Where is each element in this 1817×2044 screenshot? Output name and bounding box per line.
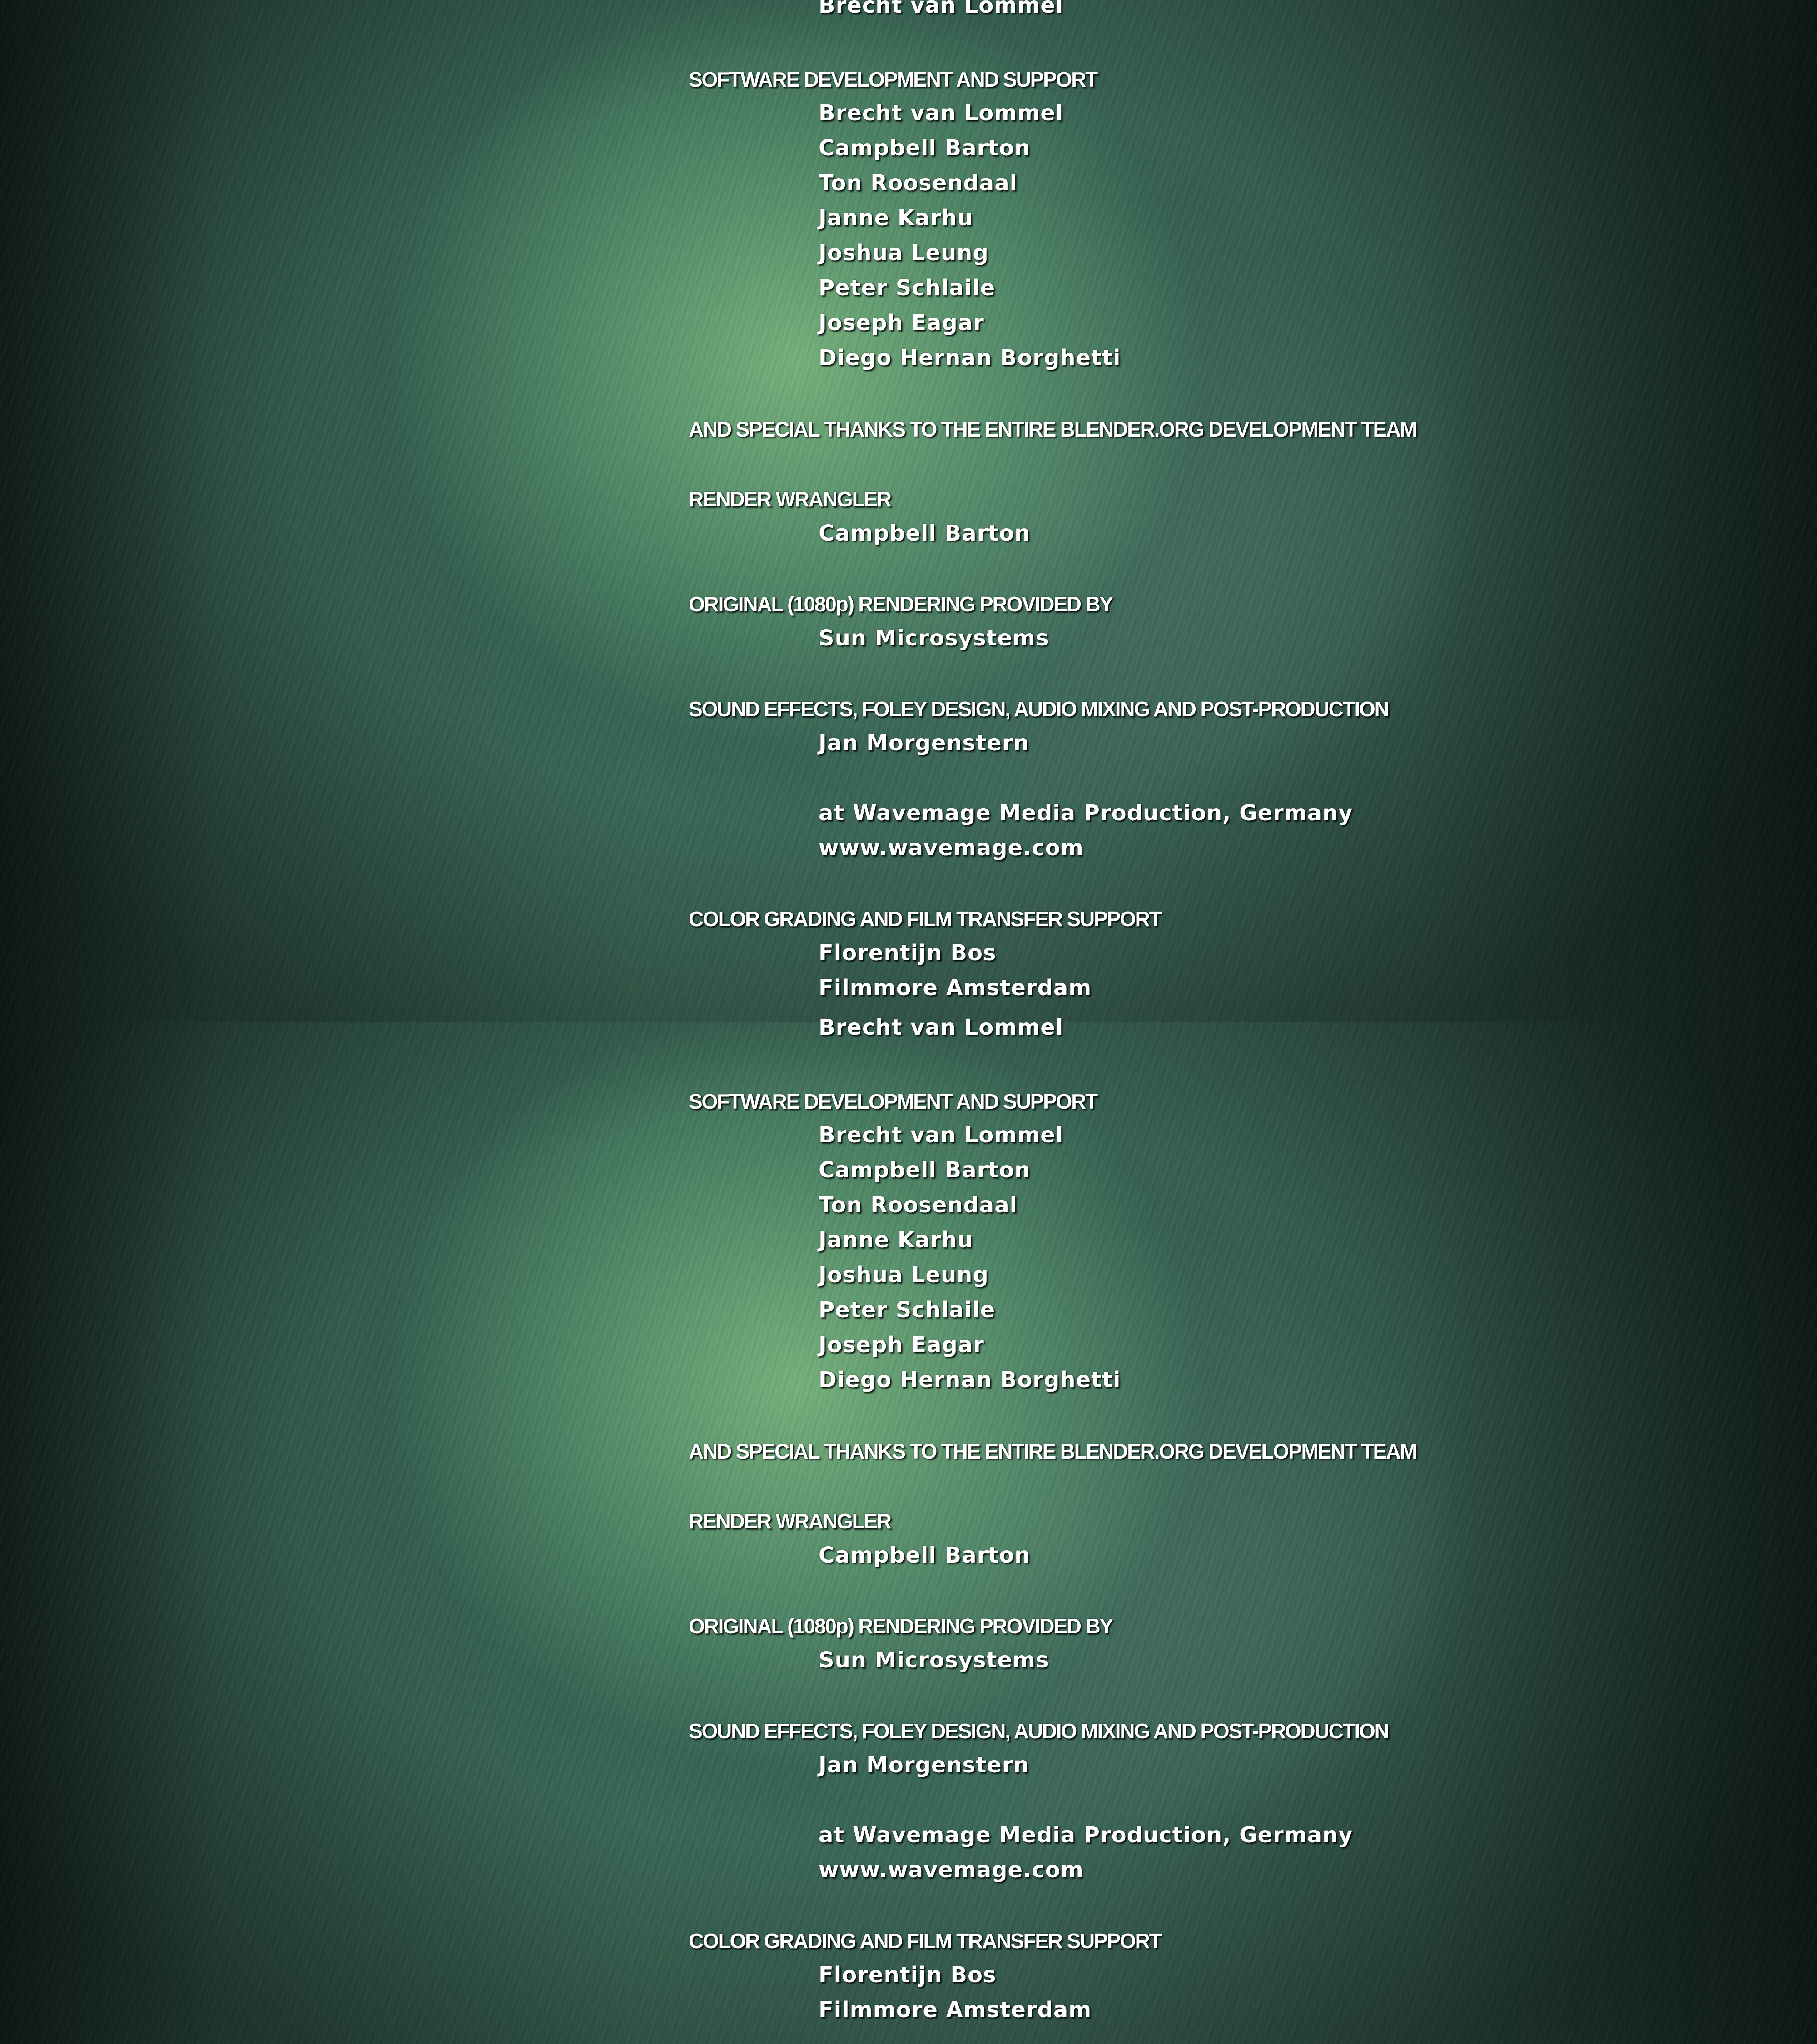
credit-name: Jan Morgenstern <box>819 730 1029 756</box>
credit-name: Peter Schlaile <box>819 275 995 301</box>
credit-name: Peter Schlaile <box>819 1297 995 1323</box>
credit-heading: AND SPECIAL THANKS TO THE ENTIRE BLENDER.ORG DEVELOPMENT TEAM <box>689 1439 1416 1464</box>
credit-heading: RENDER WRANGLER <box>689 1509 891 1533</box>
credit-name: Sun Microsystems <box>819 1647 1049 1673</box>
credit-name: Campbell Barton <box>819 521 1030 546</box>
credit-heading: AND SPECIAL THANKS TO THE ENTIRE BLENDER.ORG DEVELOPMENT TEAM <box>689 417 1416 442</box>
credit-name: www.wavemage.com <box>819 1857 1084 1883</box>
credit-heading: ORIGINAL (1080p) RENDERING PROVIDED BY <box>689 592 1112 616</box>
credit-name: Campbell Barton <box>819 1157 1030 1183</box>
credit-name: Brecht van Lommel <box>819 1015 1063 1040</box>
credit-heading: SOFTWARE DEVELOPMENT AND SUPPORT <box>689 67 1097 92</box>
credit-heading: SOUND EFFECTS, FOLEY DESIGN, AUDIO MIXING AND POST-PRODUCTION <box>689 1719 1389 1743</box>
credit-name: Janne Karhu <box>819 205 973 231</box>
credit-name: www.wavemage.com <box>819 835 1084 861</box>
credit-name: at Wavemage Media Production, Germany <box>819 800 1353 826</box>
credit-heading: RENDER WRANGLER <box>689 487 891 511</box>
credit-name: Ton Roosendaal <box>819 170 1018 196</box>
credit-name: Diego Hernan Borghetti <box>819 345 1121 371</box>
credit-name: Jan Morgenstern <box>819 1752 1029 1778</box>
credit-name: Diego Hernan Borghetti <box>819 1367 1121 1393</box>
credit-name: at Wavemage Media Production, Germany <box>819 1822 1353 1848</box>
credit-name: Campbell Barton <box>819 135 1030 161</box>
credit-name: Ton Roosendaal <box>819 1192 1018 1218</box>
credit-name: Brecht van Lommel <box>819 1122 1063 1148</box>
credit-heading: COLOR GRADING AND FILM TRANSFER SUPPORT <box>689 1929 1161 1953</box>
credit-name: Filmmore Amsterdam <box>819 975 1092 1001</box>
credit-name: Sun Microsystems <box>819 625 1049 651</box>
credit-name: Janne Karhu <box>819 1227 973 1253</box>
credit-name: Brecht van Lommel <box>819 100 1063 126</box>
credit-name: Florentijn Bos <box>819 940 996 966</box>
credit-name: Brecht van Lommel <box>819 0 1063 18</box>
credit-heading: SOFTWARE DEVELOPMENT AND SUPPORT <box>689 1089 1097 1114</box>
credit-name: Joshua Leung <box>819 240 989 266</box>
credit-name: Joseph Eagar <box>819 310 984 336</box>
credit-heading: SOUND EFFECTS, FOLEY DESIGN, AUDIO MIXING AND POST-PRODUCTION <box>689 697 1389 721</box>
credit-name: Filmmore Amsterdam <box>819 1997 1092 2023</box>
credit-name: Joshua Leung <box>819 1262 989 1288</box>
credit-heading: ORIGINAL (1080p) RENDERING PROVIDED BY <box>689 1614 1112 1638</box>
credit-name: Florentijn Bos <box>819 1962 996 1988</box>
credit-name: Joseph Eagar <box>819 1332 984 1358</box>
credit-heading: COLOR GRADING AND FILM TRANSFER SUPPORT <box>689 907 1161 931</box>
credit-name: Campbell Barton <box>819 1543 1030 1568</box>
